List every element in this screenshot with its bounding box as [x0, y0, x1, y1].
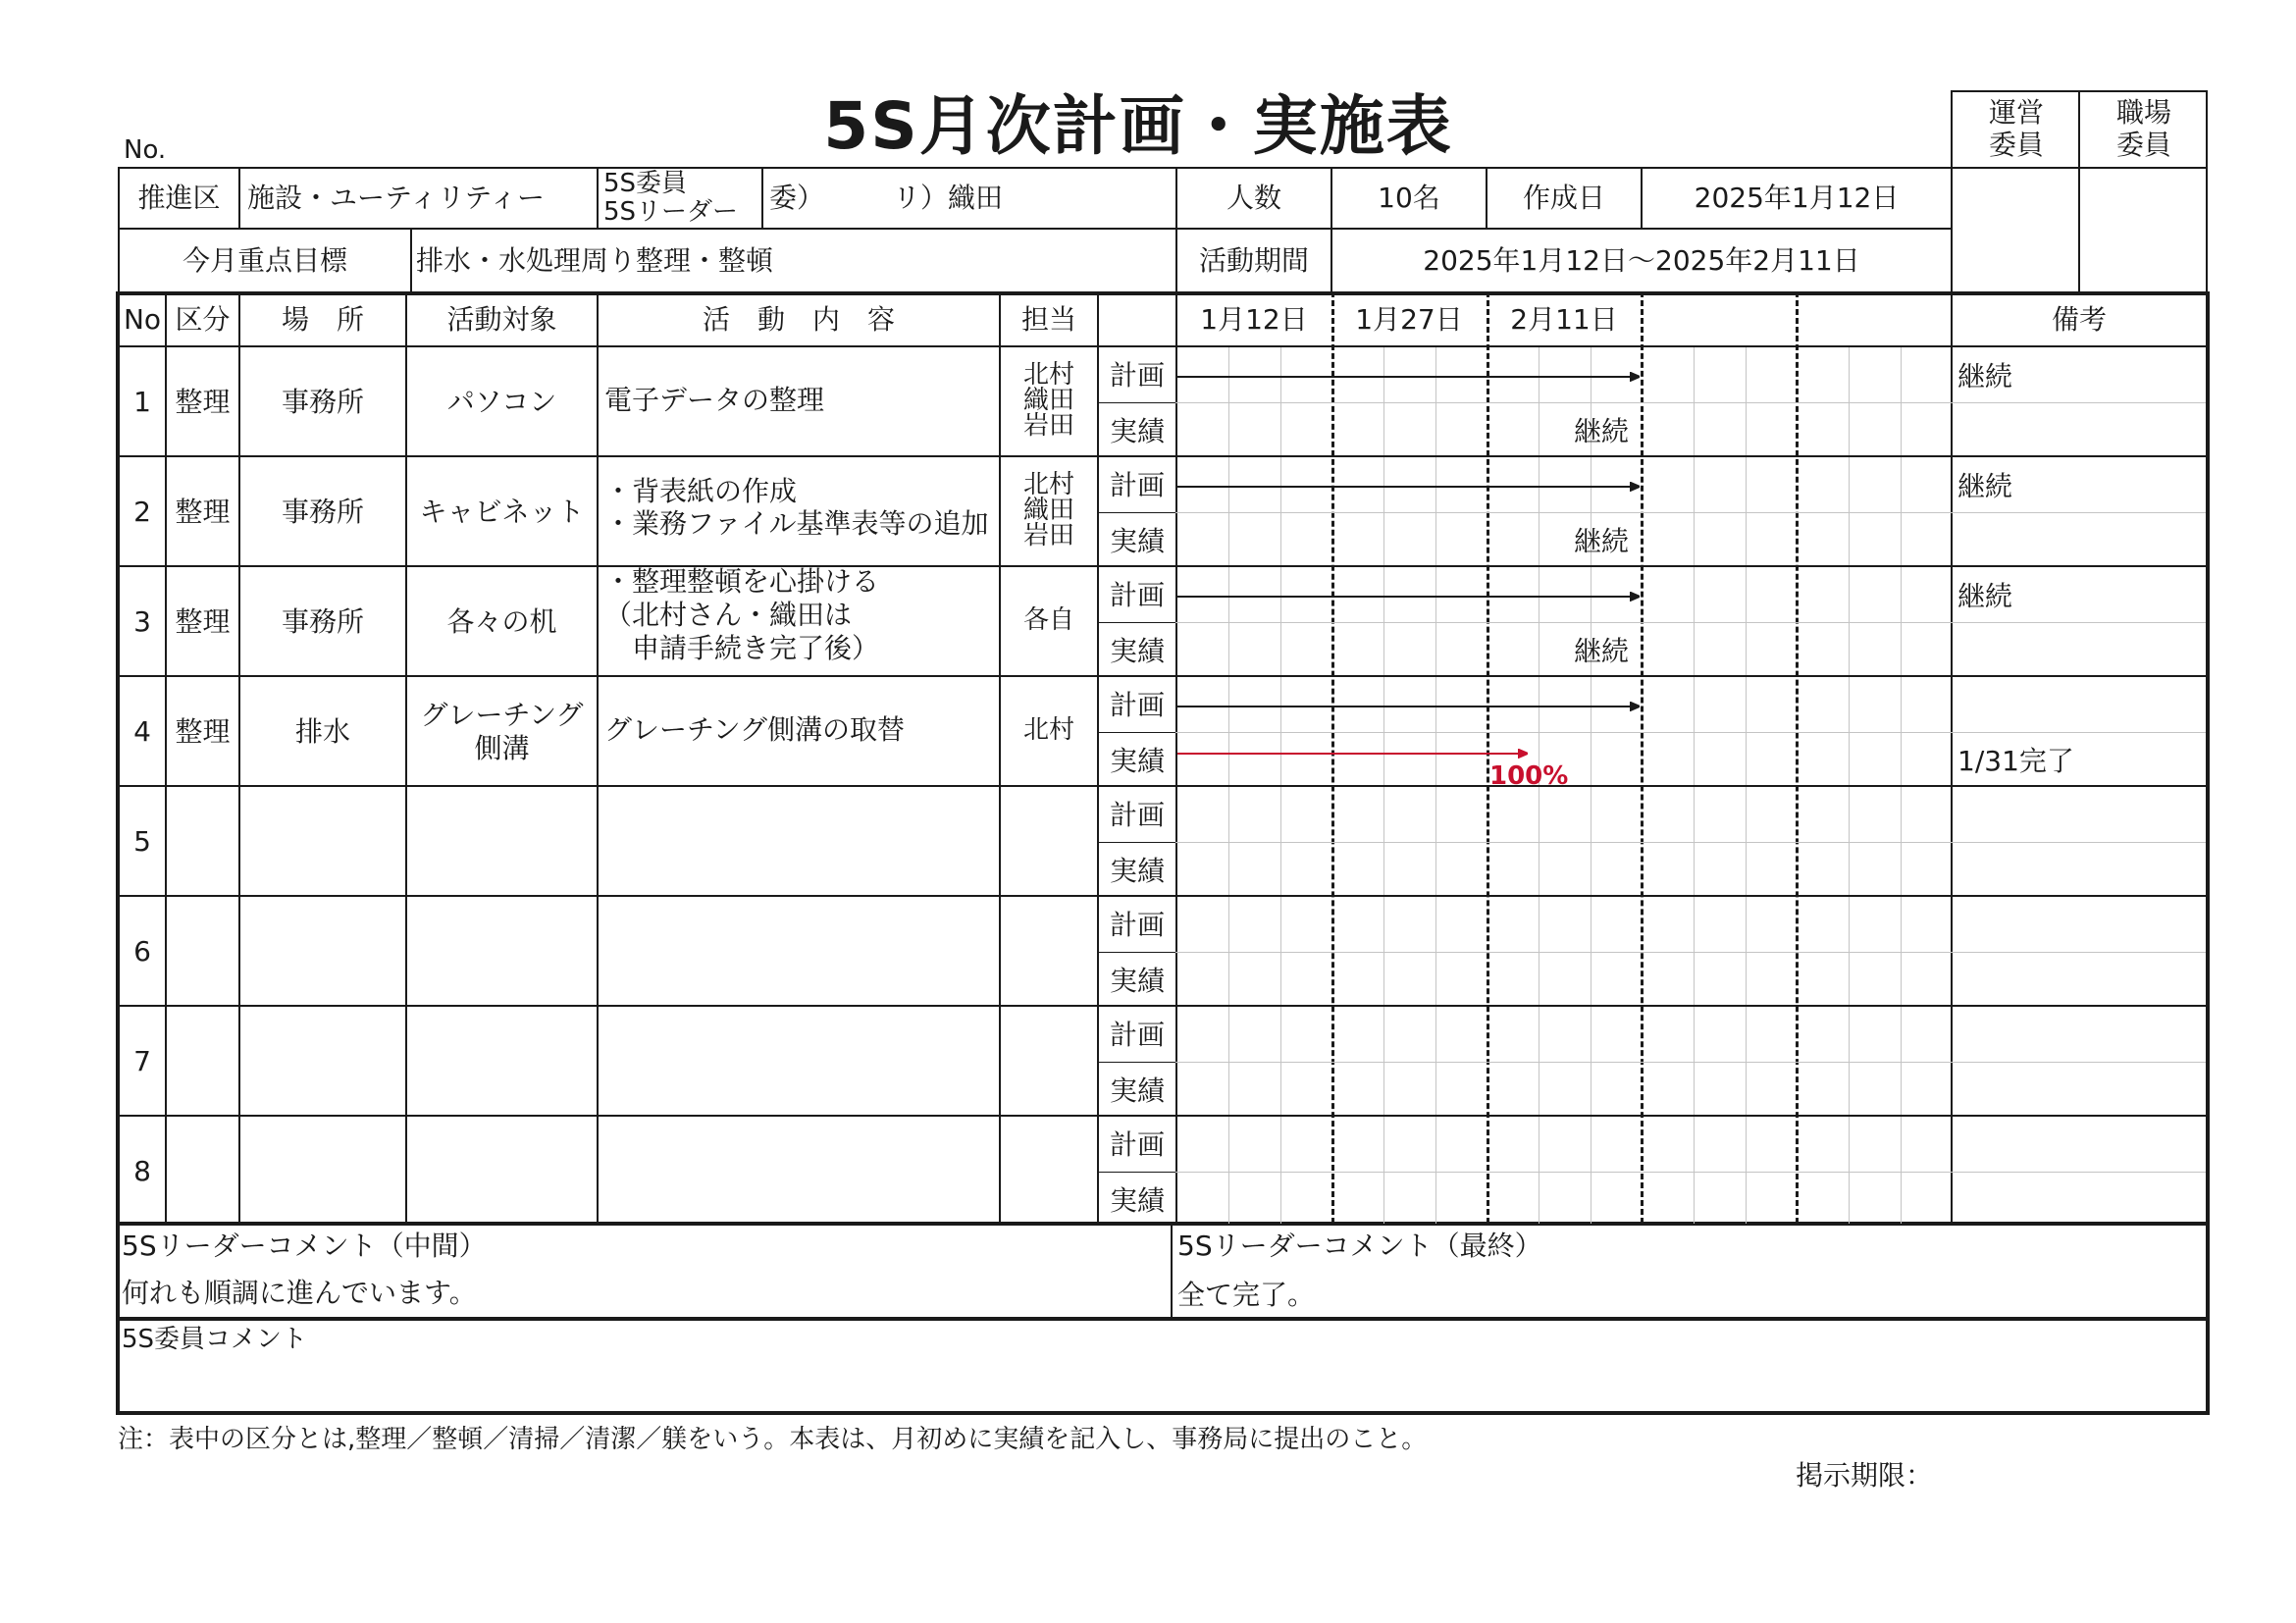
created-date-label: 作成日 — [1522, 182, 1605, 214]
plan-actual-divider — [1097, 1062, 2206, 1063]
period-label: 活動期間 — [1198, 244, 1309, 277]
leader-comment-mid-label: 5Sリーダーコメント（中間） — [122, 1230, 487, 1262]
approval-stamp-cell-2[interactable] — [2082, 171, 2204, 289]
plan-actual-divider — [1097, 952, 2206, 953]
plan-actual-divider — [1097, 842, 2206, 843]
committee-comment-label: 5S委員コメント — [122, 1325, 308, 1354]
leader-comment-final-text[interactable]: 全て完了。 — [1177, 1279, 1316, 1311]
plan-label: 計画 — [1109, 799, 1165, 831]
actual-label: 実績 — [1109, 965, 1165, 997]
actual-label: 実績 — [1109, 855, 1165, 887]
row-category[interactable]: 整理 — [175, 496, 231, 528]
plan-actual-divider-label — [1097, 842, 1175, 843]
plan-label: 計画 — [1109, 579, 1165, 611]
leader-comment-mid-text[interactable]: 何れも順調に進んでいます。 — [122, 1277, 477, 1309]
row-separator — [118, 895, 2208, 897]
plan-actual-divider-label — [1097, 622, 1175, 623]
row-person[interactable]: 北村 織田 岩田 — [1022, 360, 1074, 441]
row-person[interactable]: 北村 織田 岩田 — [1022, 470, 1074, 550]
plan-label: 計画 — [1109, 359, 1165, 392]
approval-col1-line1: 運営 — [1988, 96, 2044, 129]
plan-label: 計画 — [1109, 909, 1165, 941]
col-header-person: 担当 — [1020, 303, 1076, 336]
row-content[interactable]: ・整理整頓を心掛ける （北村さん・織田は 申請手続き完了後） — [604, 565, 880, 664]
row-no: 4 — [133, 715, 151, 748]
row-remark-plan[interactable]: 継続 — [1957, 470, 2013, 502]
document-no-label: No. — [124, 135, 167, 165]
plan-actual-divider — [1097, 512, 2206, 513]
timeline-date-separator — [1331, 291, 1334, 1224]
row-separator — [118, 675, 2208, 677]
row-no: 8 — [133, 1155, 151, 1187]
approval-col2-line2: 委員 — [2115, 129, 2171, 161]
plan-actual-divider-label — [1097, 402, 1175, 403]
row-no: 6 — [133, 935, 151, 968]
actual-label: 実績 — [1109, 745, 1165, 777]
actual-label: 実績 — [1109, 415, 1165, 447]
actual-status-note: 継続 — [1574, 635, 1630, 667]
col-header-content: 活 動 内 容 — [702, 303, 895, 336]
plan-actual-divider-label — [1097, 1062, 1175, 1063]
plan-actual-divider — [1097, 622, 2206, 623]
row-content[interactable]: 電子データの整理 — [604, 383, 825, 416]
row-remark-plan[interactable]: 継続 — [1957, 580, 2013, 612]
actual-status-note: 継続 — [1574, 525, 1630, 557]
col-header-date-2: 1月27日 — [1355, 303, 1463, 336]
row-no: 7 — [133, 1045, 151, 1077]
col-header-date-3: 2月11日 — [1510, 303, 1618, 336]
row-no: 2 — [133, 496, 151, 528]
row-place[interactable]: 事務所 — [281, 386, 364, 418]
row-remark-plan[interactable]: 継続 — [1957, 360, 2013, 393]
actual-label: 実績 — [1109, 1184, 1165, 1217]
area-value[interactable]: 施設・ユーティリティー — [247, 182, 545, 214]
plan-actual-divider-label — [1097, 952, 1175, 953]
row-no: 3 — [133, 605, 151, 638]
goal-label: 今月重点目標 — [182, 244, 347, 277]
row-person[interactable]: 各自 — [1022, 605, 1074, 635]
row-separator — [118, 455, 2208, 457]
document-title: 5S月次計画・実施表 — [823, 88, 1453, 164]
created-date-value[interactable]: 2025年1月12日 — [1694, 182, 1900, 214]
plan-actual-divider-label — [1097, 1172, 1175, 1173]
actual-progress-value: 100% — [1489, 761, 1569, 791]
row-content[interactable]: ・背表紙の作成 ・業務ファイル基準表等の追加 — [604, 474, 989, 541]
committee-value[interactable]: 委） リ）織田 — [769, 182, 1004, 214]
row-target[interactable]: キャビネット — [419, 496, 585, 529]
plan-actual-divider — [1097, 732, 2206, 733]
plan-actual-divider-label — [1097, 512, 1175, 513]
leader-comment-final-label: 5Sリーダーコメント（最終） — [1177, 1230, 1542, 1262]
row-category[interactable]: 整理 — [175, 386, 231, 418]
plan-actual-divider — [1097, 1172, 2206, 1173]
row-no: 1 — [133, 386, 151, 418]
plan-label: 計画 — [1109, 1128, 1165, 1161]
row-content[interactable]: グレーチング側溝の取替 — [604, 712, 906, 746]
col-header-date-1: 1月12日 — [1200, 303, 1308, 336]
plan-label: 計画 — [1109, 469, 1165, 501]
row-place[interactable]: 事務所 — [281, 605, 364, 638]
row-separator — [118, 1115, 2208, 1117]
approval-col1-line2: 委員 — [1988, 129, 2044, 161]
timeline-date-separator — [1641, 291, 1644, 1224]
headcount-label: 人数 — [1226, 182, 1281, 214]
col-header-remarks: 備考 — [2051, 303, 2107, 336]
row-no: 5 — [133, 825, 151, 858]
row-person[interactable]: 北村 — [1022, 715, 1074, 745]
plan-label: 計画 — [1109, 689, 1165, 721]
row-place[interactable]: 事務所 — [281, 496, 364, 528]
timeline-date-separator — [1487, 291, 1489, 1224]
row-place[interactable]: 排水 — [294, 715, 350, 748]
plan-actual-divider-label — [1097, 732, 1175, 733]
committee-label-line1: 5S委員 — [603, 169, 688, 198]
headcount-value[interactable]: 10名 — [1378, 182, 1440, 214]
row-separator — [118, 785, 2208, 787]
actual-label: 実績 — [1109, 635, 1165, 667]
approval-col2-line1: 職場 — [2115, 96, 2171, 129]
plan-actual-divider — [1097, 402, 2206, 403]
row-target[interactable]: 各々の机 — [446, 605, 557, 639]
actual-label: 実績 — [1109, 1074, 1165, 1107]
footer-note: 注：表中の区分とは,整理／整頓／清掃／清潔／躾をいう。本表は、月初めに実績を記入し、事務局に提出のこと。 — [118, 1425, 1428, 1454]
timeline-date-separator — [1796, 291, 1799, 1224]
goal-value[interactable]: 排水・水処理周り整理・整頓 — [416, 244, 774, 277]
col-header-place: 場 所 — [281, 303, 364, 336]
period-value[interactable]: 2025年1月12日～2025年2月11日 — [1423, 244, 1860, 277]
approval-stamp-cell-1[interactable] — [1955, 171, 2076, 289]
area-label: 推進区 — [137, 182, 221, 214]
row-remark-actual[interactable]: 1/31完了 — [1957, 745, 2074, 777]
row-target[interactable]: パソコン — [446, 386, 557, 419]
col-header-no: No — [123, 303, 162, 336]
actual-status-note: 継続 — [1574, 415, 1630, 447]
row-category[interactable]: 整理 — [175, 605, 231, 638]
row-category[interactable]: 整理 — [175, 715, 231, 748]
col-header-category: 区分 — [175, 303, 231, 336]
row-separator — [118, 565, 2208, 567]
committee-label-line2: 5Sリーダー — [603, 197, 739, 227]
plan-label: 計画 — [1109, 1019, 1165, 1051]
row-target[interactable]: グレーチング 側溝 — [420, 699, 584, 764]
actual-label: 実績 — [1109, 525, 1165, 557]
row-separator — [118, 1005, 2208, 1007]
posting-deadline-label: 掲示期限： — [1796, 1459, 1934, 1492]
col-header-target: 活動対象 — [446, 303, 557, 336]
